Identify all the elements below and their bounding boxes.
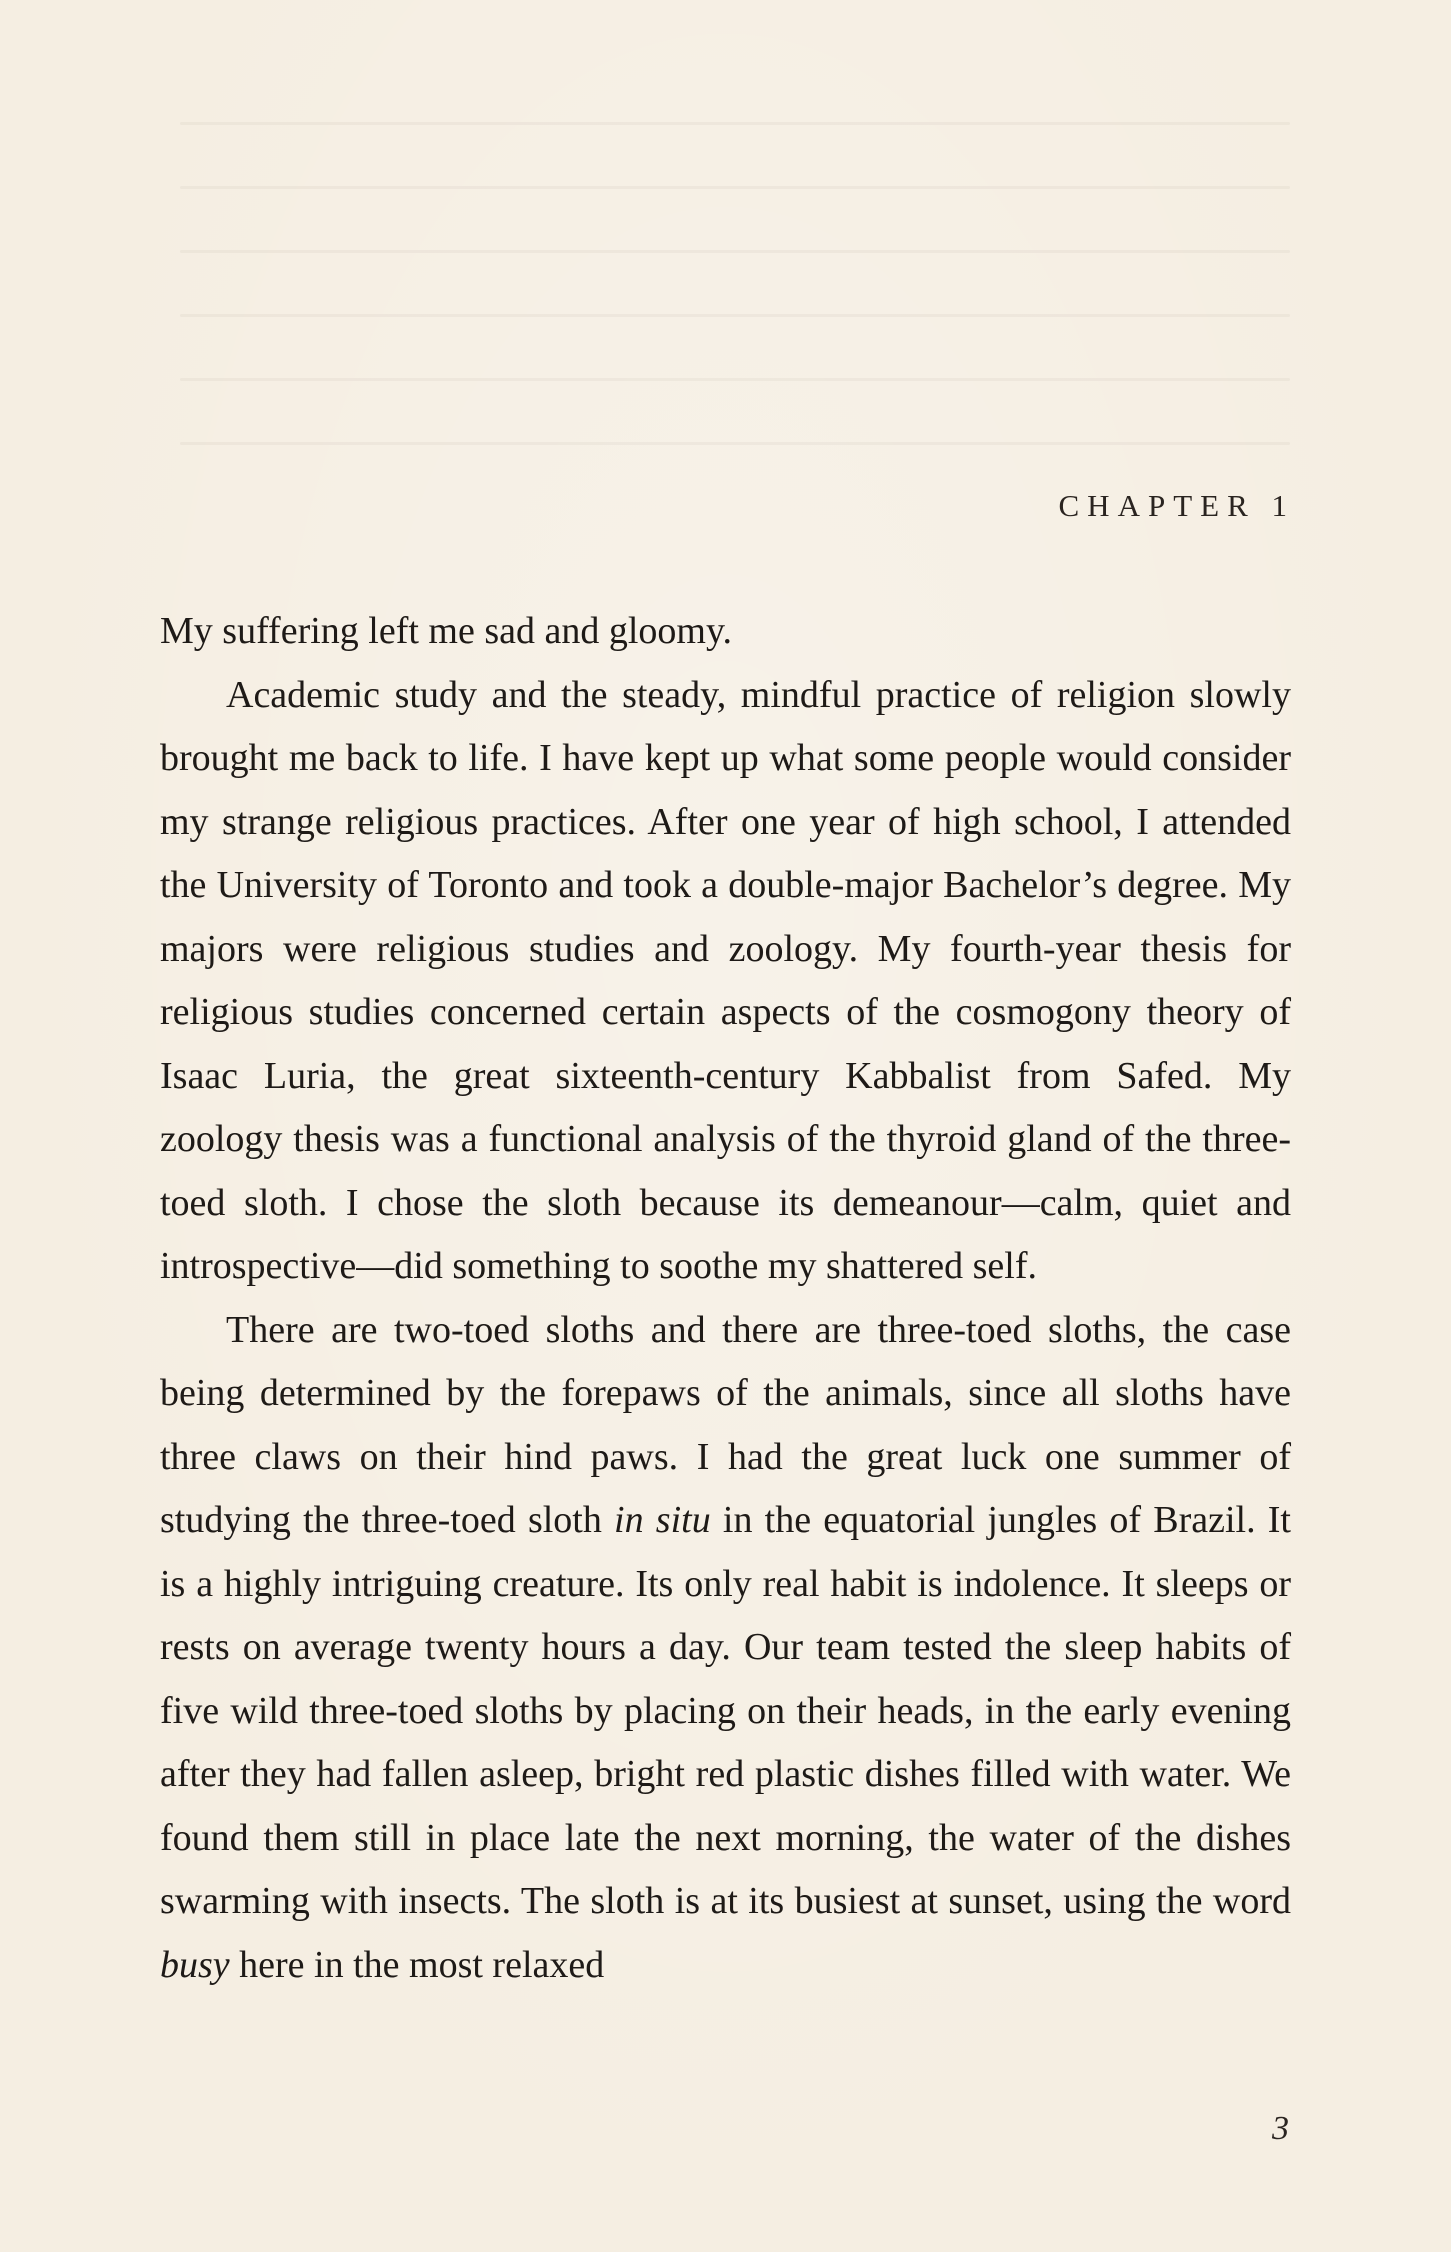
show-through-line	[180, 186, 1290, 189]
italic-term-in-situ: in situ	[614, 1499, 711, 1541]
paragraph-3-text-c: here in the most relaxed	[229, 1943, 605, 1986]
paragraph-2: Academic study and the steady, mindful practice of religion slowly brought me back to life. I have kept up what some people would consider my strange religious practices. After one year of high school, I attended the University of Toronto and took a double-major Bachelor’s degree. My majors were religious studies and zoology. My fourth-year thesis for religious studies concerned certain aspects of the cosmogony theory of Isaac Luria, the great sixteenth-century Kabbalist from Safed. My zoology thesis was a functional analysis of the thyroid gland of the three-toed sloth. I chose the sloth because its demeanour—calm, quiet and introspective—did something to soothe my shattered self.	[160, 673, 1291, 1287]
paragraph-3-text-a: There are two-toed sloths and there are three-toed sloths, the case being determined by the forepaws of the animals, since all sloths have three claws on their hind paws. I had the great luck one summer of studying the three-toed sloth	[160, 1308, 1291, 1541]
body-text	[160, 600, 1291, 1997]
show-through-line	[180, 122, 1290, 125]
italic-term-busy: busy	[160, 1943, 230, 1986]
paragraph-1: My suffering left me sad and gloomy.	[160, 610, 733, 652]
paragraph-3-text-b: in the equatorial jungles of Brazil. It is a highly intriguing creature. Its only real habit is indolence. It sleeps or rests on average twenty hours a day. Our team tested the sleep habits of five wild three-toed sloths by placing on their heads, in the early evening after they had fallen asleep, bright red plastic dishes filled with water. We found them still in place late the next morning, the water of the dishes swarming with insects. The sloth is at its busiest at sunset, using the word	[160, 1499, 1291, 1922]
show-through-line	[180, 378, 1290, 381]
page-number: 3	[1272, 2110, 1289, 2147]
show-through-line	[180, 442, 1290, 445]
show-through-line	[180, 314, 1290, 317]
paragraph-3	[160, 1299, 1291, 1998]
show-through-line	[180, 250, 1290, 253]
chapter-heading: CHAPTER 1	[1058, 488, 1295, 523]
